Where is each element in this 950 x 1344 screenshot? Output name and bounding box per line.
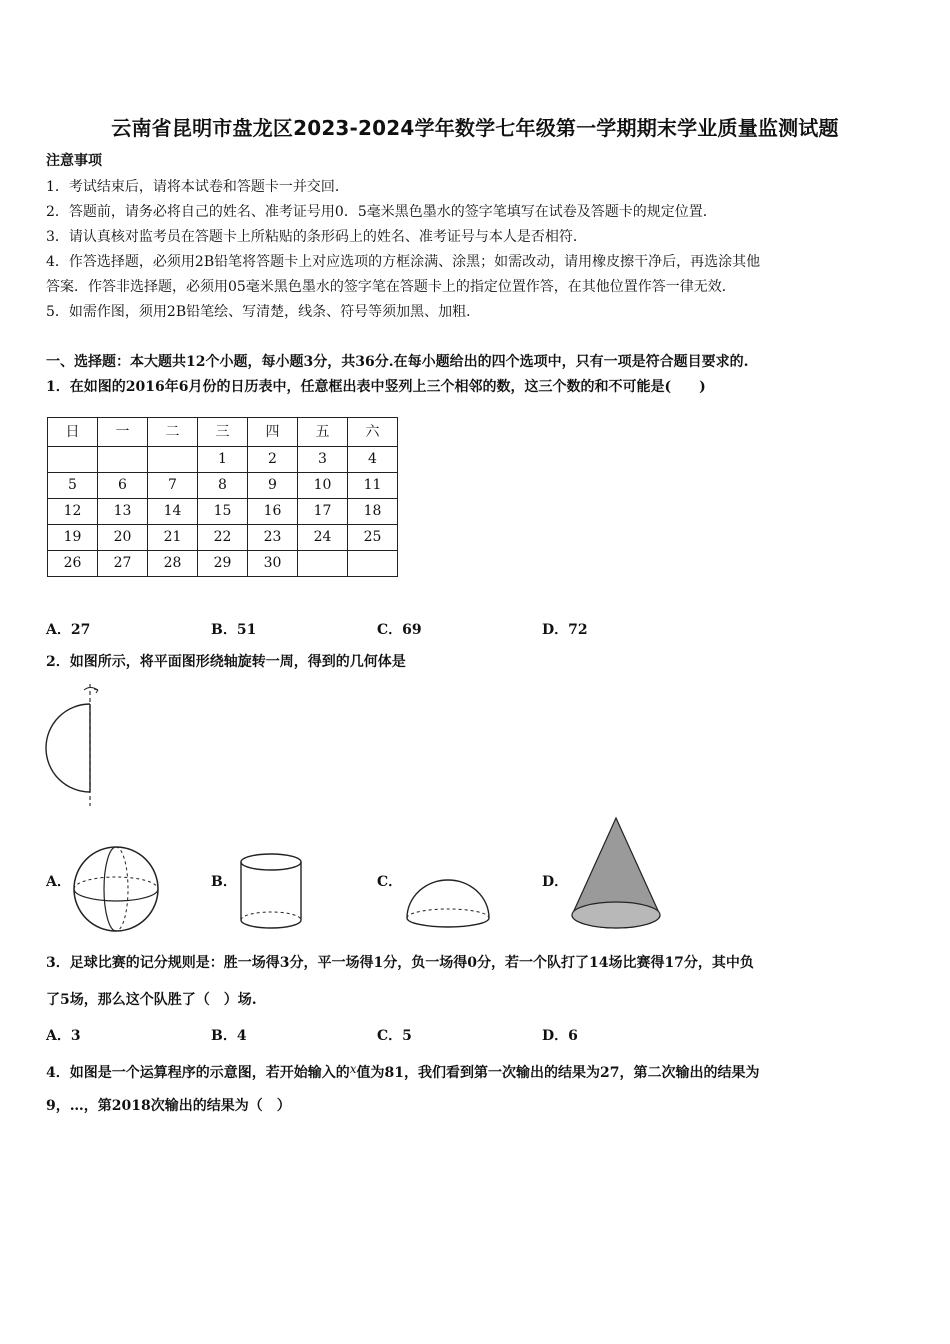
q3-option-b: B．4	[211, 1028, 247, 1044]
calendar-row	[48, 525, 398, 551]
q3-option-c: C．5	[377, 1028, 412, 1044]
notice-heading: 注意事项	[46, 153, 102, 169]
calendar-cell: 4	[348, 447, 398, 473]
section-heading: 一、选择题：本大题共12个小题，每小题3分，共36分.在每小题给出的四个选项中，只有一项是符合题目要求的.	[46, 354, 749, 370]
question-2-text: 2．如图所示，将平面图形绕轴旋转一周，得到的几何体是	[46, 654, 406, 670]
notice-item: 4．作答选择题，必须用2B铅笔将答题卡上对应选项的方框涂满、涂黑；如需改动，请用橡皮擦干净后，再选涂其他	[46, 254, 761, 270]
notice-item: 3．请认真核对监考员在答题卡上所粘贴的条形码上的姓名、准考证号与本人是否相符．	[46, 229, 587, 245]
notice-item: 2．答题前，请务必将自己的姓名、准考证号用0．5毫米黑色墨水的签字笔填写在试卷及答题卡的规定位置．	[46, 204, 717, 220]
q4-variable-x: x	[349, 1062, 357, 1076]
question-4-line1	[46, 1059, 760, 1083]
calendar-cell	[98, 447, 148, 473]
question-1-text: 1．在如图的2016年6月份的日历表中，任意框出表中竖列上三个相邻的数，这三个数的和不可能是( )	[46, 379, 706, 395]
q3-option-d: D．6	[542, 1028, 578, 1044]
calendar-cell: 24	[298, 525, 348, 551]
calendar-header-cell: 四	[248, 418, 298, 447]
calendar-cell: 2	[248, 447, 298, 473]
calendar-header-cell: 六	[348, 418, 398, 447]
calendar-cell: 30	[248, 551, 298, 577]
sphere-icon	[72, 845, 162, 935]
calendar-header-cell: 一	[98, 418, 148, 447]
calendar-header-row	[48, 418, 398, 447]
semicircle-axis-figure	[40, 682, 110, 807]
exam-title: 云南省昆明市盘龙区2023-2024学年数学七年级第一学期期末学业质量监测试题	[111, 116, 839, 140]
calendar-row	[48, 551, 398, 577]
q4-text-part-1: 4．如图是一个运算程序的示意图，若开始输入的	[46, 1065, 350, 1081]
calendar-cell: 12	[48, 499, 98, 525]
calendar-cell	[348, 551, 398, 577]
cone-icon	[570, 815, 662, 933]
calendar-cell: 23	[248, 525, 298, 551]
calendar-cell: 14	[148, 499, 198, 525]
q2-option-d: D．	[542, 874, 569, 890]
calendar-cell	[48, 447, 98, 473]
question-3-line2: 了5场，那么这个队胜了（ ）场.	[46, 992, 257, 1008]
calendar-header-cell: 五	[298, 418, 348, 447]
calendar-header-cell: 三	[198, 418, 248, 447]
calendar-cell: 7	[148, 473, 198, 499]
q3-option-a: A．3	[46, 1028, 81, 1044]
calendar-cell: 20	[98, 525, 148, 551]
q4-text-part-2: 值为81，我们看到第一次输出的结果为27，第二次输出的结果为	[356, 1065, 760, 1081]
calendar-cell: 9	[248, 473, 298, 499]
q2-option-a: A．	[46, 874, 71, 890]
notice-item: 5．如需作图，须用2B铅笔绘、写清楚，线条、符号等须加黑、加粗．	[46, 304, 481, 320]
calendar-cell	[148, 447, 198, 473]
calendar-row	[48, 499, 398, 525]
calendar-cell: 25	[348, 525, 398, 551]
calendar-cell: 21	[148, 525, 198, 551]
calendar-cell: 11	[348, 473, 398, 499]
calendar-cell: 1	[198, 447, 248, 473]
calendar-cell: 6	[98, 473, 148, 499]
q1-option-a: A．27	[46, 622, 91, 638]
question-3-line1: 3．足球比赛的记分规则是：胜一场得3分，平一场得1分，负一场得0分，若一个队打了14场比赛得17分，其中负	[46, 955, 754, 971]
calendar-cell: 29	[198, 551, 248, 577]
calendar-cell: 19	[48, 525, 98, 551]
q1-option-d: D．72	[542, 622, 588, 638]
calendar-cell: 28	[148, 551, 198, 577]
calendar-cell: 18	[348, 499, 398, 525]
calendar-cell: 22	[198, 525, 248, 551]
calendar-header-cell: 日	[48, 418, 98, 447]
calendar-cell: 10	[298, 473, 348, 499]
calendar-cell: 3	[298, 447, 348, 473]
cylinder-icon	[238, 852, 304, 932]
q2-option-c: C．	[377, 874, 403, 890]
calendar-cell: 13	[98, 499, 148, 525]
calendar-cell: 26	[48, 551, 98, 577]
question-4-line2: 9，…，第2018次输出的结果为（ ）	[46, 1098, 291, 1114]
notice-item: 答案．作答非选择题，必须用05毫米黑色墨水的签字笔在答题卡上的指定位置作答，在其他位置作答一律无效．	[46, 279, 736, 295]
q1-option-b: B．51	[211, 622, 257, 638]
calendar-cell: 5	[48, 473, 98, 499]
calendar-cell: 17	[298, 499, 348, 525]
calendar-cell: 15	[198, 499, 248, 525]
calendar-row	[48, 447, 398, 473]
hemisphere-icon	[405, 878, 493, 930]
calendar-table	[47, 417, 398, 577]
q1-option-c: C．69	[377, 622, 422, 638]
calendar-row	[48, 473, 398, 499]
notice-item: 1．考试结束后，请将本试卷和答题卡一并交回．	[46, 179, 349, 195]
calendar-cell: 8	[198, 473, 248, 499]
calendar-cell	[298, 551, 348, 577]
calendar-header-cell: 二	[148, 418, 198, 447]
calendar-cell: 16	[248, 499, 298, 525]
q2-option-b: B．	[211, 874, 237, 890]
calendar-cell: 27	[98, 551, 148, 577]
